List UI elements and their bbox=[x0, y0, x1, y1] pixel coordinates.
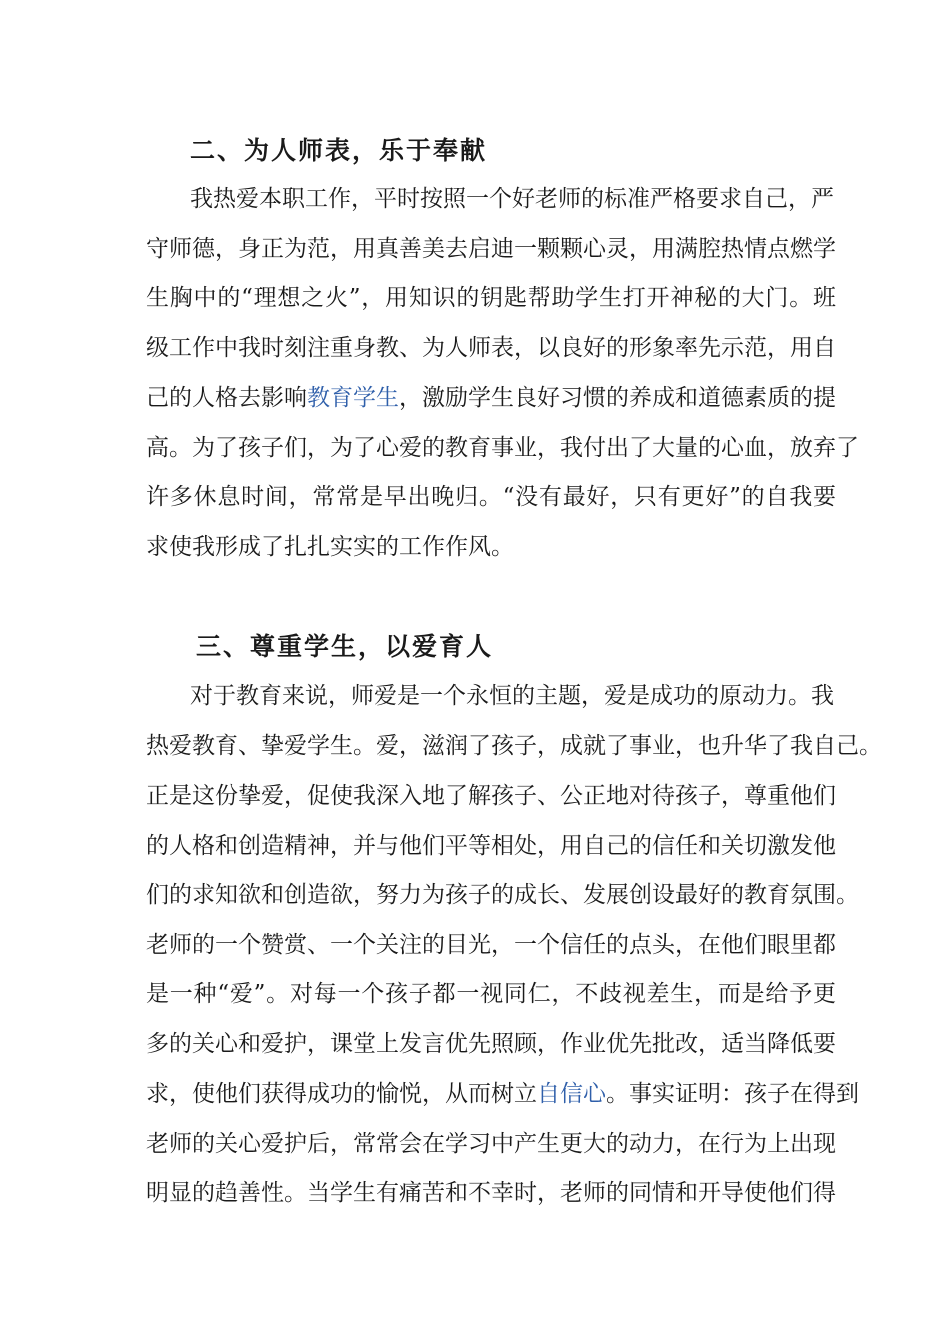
line-text: 求，使他们获得成功的愉悦，从而树立 bbox=[146, 1081, 537, 1107]
paragraph-line: 老师的一个赞赏、一个关注的目光，一个信任的点头，在他们眼里都 bbox=[146, 932, 836, 958]
paragraph-line: 守师德，身正为范，用真善美去启迪一颗颗心灵，用满腔热情点燃学 bbox=[146, 236, 836, 262]
paragraph-line: 正是这份挚爱，促使我深入地了解孩子、公正地对待孩子，尊重他们 bbox=[146, 783, 836, 809]
section-heading-3: 三、尊重学生，以爱育人 bbox=[196, 632, 494, 661]
paragraph-line bbox=[146, 381, 836, 415]
paragraph-line: 许多休息时间，常常是早出晚归。“没有最好，只有更好”的自我要 bbox=[146, 484, 836, 510]
paragraph-line: 的人格和创造精神，并与他们平等相处，用自己的信任和关切激发他 bbox=[146, 833, 836, 859]
paragraph-line: 级工作中我时刻注重身教、为人师表，以良好的形象率先示范，用自 bbox=[146, 335, 836, 361]
paragraph-line: 们的求知欲和创造欲，努力为孩子的成长、发展创设最好的教育氛围。 bbox=[146, 882, 859, 908]
paragraph-line: 多的关心和爱护，课堂上发言优先照顾，作业优先批改，适当降低要 bbox=[146, 1031, 836, 1057]
paragraph-line: 热爱教育、挚爱学生。爱，滋润了孩子，成就了事业，也升华了我自己。 bbox=[146, 733, 882, 759]
paragraph-line: 我热爱本职工作，平时按照一个好老师的标准严格要求自己，严 bbox=[190, 186, 834, 212]
link-education-students[interactable]: 教育学生 bbox=[307, 385, 399, 411]
section-heading-2: 二、为人师表，乐于奉献 bbox=[190, 136, 488, 165]
link-self-confidence[interactable]: 自信心 bbox=[537, 1081, 606, 1107]
paragraph-line: 明显的趋善性。当学生有痛苦和不幸时，老师的同情和开导使他们得 bbox=[146, 1180, 836, 1206]
paragraph-line: 对于教育来说，师爱是一个永恒的主题，爱是成功的原动力。我 bbox=[190, 683, 834, 709]
paragraph-line: 求使我形成了扎扎实实的工作作风。 bbox=[146, 534, 514, 560]
paragraph-line bbox=[146, 1077, 859, 1111]
line-text: 。事实证明：孩子在得到 bbox=[606, 1081, 859, 1107]
paragraph-line: 是一种“爱”。对每一个孩子都一视同仁，不歧视差生，而是给予更 bbox=[146, 981, 836, 1007]
line-text: 己的人格去影响 bbox=[146, 385, 307, 411]
paragraph-line: 生胸中的“理想之火”，用知识的钥匙帮助学生打开神秘的大门。班 bbox=[146, 285, 836, 311]
paragraph-line: 高。为了孩子们，为了心爱的教育事业，我付出了大量的心血，放弃了 bbox=[146, 435, 859, 461]
paragraph-line: 老师的关心爱护后，常常会在学习中产生更大的动力，在行为上出现 bbox=[146, 1131, 836, 1157]
line-text: ，激励学生良好习惯的养成和道德素质的提 bbox=[399, 385, 836, 411]
